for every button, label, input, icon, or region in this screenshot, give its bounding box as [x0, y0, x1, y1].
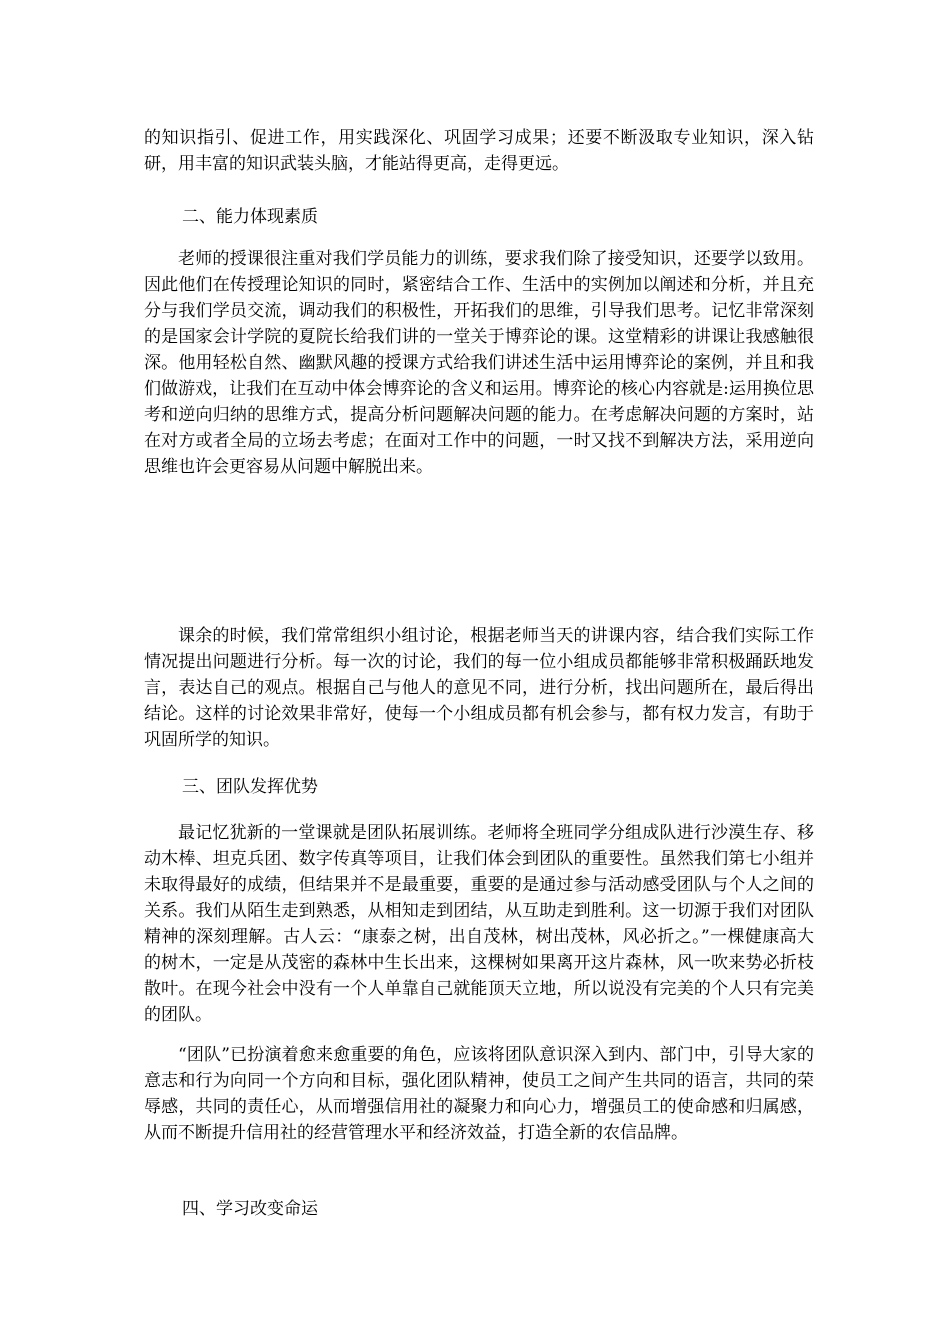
paragraph-group-discussion: 课余的时候，我们常常组织小组讨论，根据老师当天的讲课内容，结合我们实际工作情况提出问题进行分析。每一次的讨论，我们的每一位小组成员都能够非常积极踊跃地发言，表达自己的观点。根据自己与他人的意见不同，进行分析，找出问题所在，最后得出结论。这样的讨论效果非常好，使每一个小组成员都有机会参与，都有权力发言，有助于巩固所学的知识。: [144, 626, 814, 750]
section-heading-team: 三、团队发挥优势: [182, 777, 318, 797]
section-heading-learning: 四、学习改变命运: [182, 1199, 318, 1219]
section-heading-ability: 二、能力体现素质: [182, 207, 318, 227]
paragraph-team-training: 最记忆犹新的一堂课就是团队拓展训练。老师将全班同学分组成队进行沙漠生存、移动木棒、坦克兵团、数字传真等项目，让我们体会到团队的重要性。虽然我们第七小组并未取得最好的成绩，但结果并不是最重要，重要的是通过参与活动感受团队与个人之间的关系。我们从陌生走到熟悉，从相知走到团结，从互助走到胜利。这一切源于我们对团队精神的深刻理解。古人云：“康泰之树，出自茂林，树出茂林，风必折之。”一棵健康高大的树木，一定是从茂密的森林中生长出来，这棵树如果离开这片森林，风一吹来势必折枝散叶。在现今社会中没有一个人单靠自己就能顶天立地，所以说没有完美的个人只有完美的团队。: [144, 823, 814, 1025]
paragraph-team-role: “团队”已扮演着愈来愈重要的角色，应该将团队意识深入到内、部门中，引导大家的意志和行为向同一个方向和目标，强化团队精神，使员工之间产生共同的语言，共同的荣辱感，共同的责任心，从而增强信用社的凝聚力和向心力，增强员工的使命感和归属感，从而不断提升信用社的经营管理水平和经济效益，打造全新的农信品牌。: [144, 1045, 814, 1143]
paragraph-knowledge-continued: 的知识指引、促进工作，用实践深化、巩固学习成果；还要不断汲取专业知识，深入钻研，用丰富的知识武装头脑，才能站得更高，走得更远。: [144, 128, 814, 174]
paragraph-ability-training: 老师的授课很注重对我们学员能力的训练，要求我们除了接受知识，还要学以致用。因此他们在传授理论知识的同时，紧密结合工作、生活中的实例加以阐述和分析，并且充分与我们学员交流，调动我们的积极性，开拓我们的思维，引导我们思考。记忆非常深刻的是国家会计学院的夏院长给我们讲的一堂关于博弈论的课。这堂精彩的讲课让我感触很深。他用轻松自然、幽默风趣的授课方式给我们讲述生活中运用博弈论的案例，并且和我们做游戏，让我们在互动中体会博弈论的含义和运用。博弈论的核心内容就是:运用换位思考和逆向归纳的思维方式，提高分析问题解决问题的能力。在考虑解决问题的方案时，站在对方或者全局的立场去考虑；在面对工作中的问题，一时又找不到解决方法，采用逆向思维也许会更容易从问题中解脱出来。: [144, 249, 814, 477]
